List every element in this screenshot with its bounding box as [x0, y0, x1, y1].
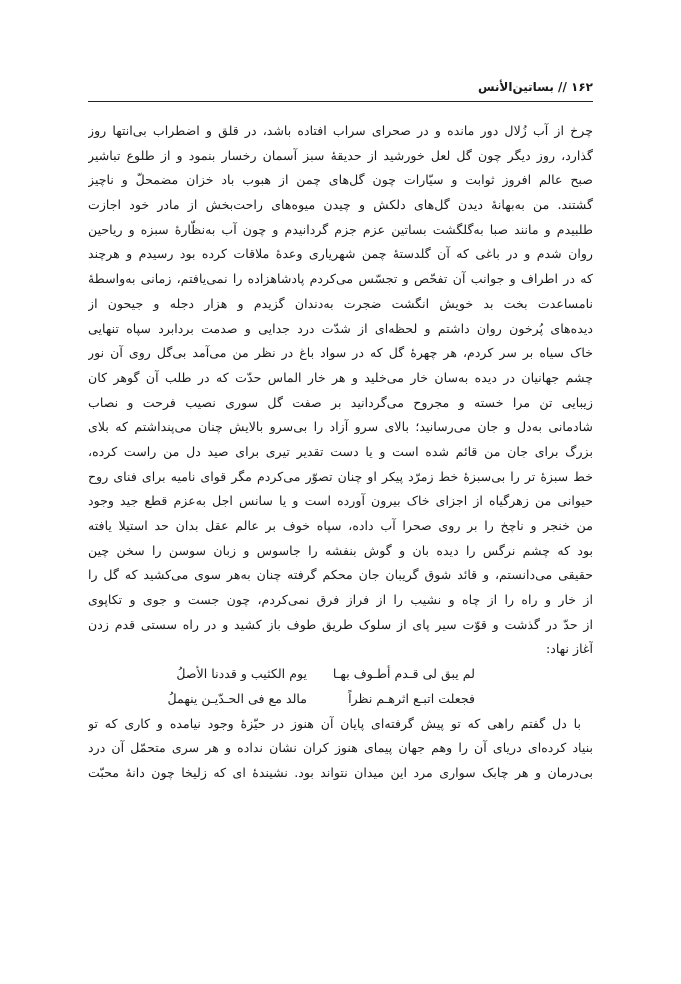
text-line: از حدّ در گذشت و قوّت سیر پای از سلوک طریق طوف باز کشید و در راه سستی قدم زدن — [88, 616, 593, 632]
header-divider — [88, 101, 593, 102]
arabic-verses — [88, 662, 593, 711]
text-line: طلبیدم و مانند صبا به‌گلگشت بساتین عزم جزم گردانیدم و چون آب به‌نظّارهٔ سبزه و ریاحین — [88, 221, 593, 237]
text-line: خط سبزهٔ تر را بی‌سبزهٔ خط زمرّد پیکر او چنان تصوّر می‌کردم مگر قوای نامیه برای فنای روح — [88, 468, 593, 484]
running-header: ١۶٢ // بساتین‌الأنس — [477, 80, 593, 94]
text-line: خاک سیاه بر سر کردم، هر چهرهٔ گل که در سواد باغ در نظر من می‌آمد بی‌گل روی آن نور — [88, 345, 593, 361]
verse-first-hemistich: لم یبق لی قـدم أطـوف بهـا — [332, 666, 475, 682]
text-line: دیده‌های پُرخون روان داشتم و لحظه‌ای از شدّت درد جدایی و صدمت بردابرد سپاه تنهایی — [88, 320, 593, 336]
text-line: چشم جهانیان در دیده به‌سان خار می‌خلید و هر خار الماس حدّت که در طلب آن گوهر کان — [88, 369, 593, 385]
text-line: چرخ از آب زُلال دور مانده و در صحرای سراب افتاده باشد، در قلق و اضطراب بی‌انتها روز — [88, 123, 593, 138]
text-line: شادمانی به‌دل و جان می‌رسانید؛ بالای سرو آزاد را بی‌سرو بالایش چنان می‌پنداشتم که بلای — [88, 419, 593, 435]
text-line: روان شدم و در باغی که آن گلدستهٔ چمن شهریاری وعدهٔ ملاقات کرده بود رسیدم و هرچند — [88, 246, 593, 262]
verse-first-hemistich: فجعلت اتبـع اثرهـم نظراً — [348, 690, 475, 706]
text-line: نامساعدت بخت بد خویش انگشت ضجرت به‌دندان گزیدم و هزار دجله و جیحون از — [88, 295, 593, 311]
text-line: بزرگ برای جان من قائم شده است و یا دست تقدیر تیری برای صید دل من راست کرده، — [88, 443, 593, 459]
verse-line — [88, 662, 475, 687]
text-line: زیبایی تن مرا خسته و مجروح می‌گردانید بر صفت گل سوری نصیب فرحت و نصاب — [88, 394, 593, 410]
page-body — [88, 119, 593, 786]
text-line: که در اطراف و جوانب آن تفحّص و تجسّس می‌کردم پادشاهزاده را نمی‌یافتم، زمانی به‌واسطهٔ — [88, 271, 593, 287]
text-line: بود که چشم نرگس را دیده بان و گوش بنفشه را جاسوس و زبان سوسن را سخن چین — [88, 542, 593, 558]
text-line: بنیاد کرده‌ای دریای آن را وهم جهان پیمای هنوز کران نشان نداده و هر سری متحمّل آن درد — [88, 740, 593, 756]
text-line: گذارد، روز دیگر چون گل لعل خورشید از حدیقهٔ سبز آسمان رخسار بنمود و از طلوع تباشیر — [88, 147, 593, 163]
text-line: حقیقی می‌دانستم، و قائد شوق گریبان جان محکم گرفته چنان به‌هر سوی می‌کشید که گل را — [88, 567, 593, 583]
text-line: صبح عالم افروز ثوابت و سیّارات چون گل‌های چمن از هبوب باد خزان مضمحلّ و ناچیز — [88, 172, 593, 188]
text-line: بی‌درمان و هر چابک سواری مرد این میدان نتواند بود. نشیندهٔ ای که زلیخا چون دانهٔ محبّت — [88, 764, 593, 780]
verse-second-hemistich: مالد مع فی الحـدّیـن ینهملُ — [167, 690, 307, 706]
verse-line — [88, 687, 475, 712]
text-line: آغاز نهاد: — [545, 641, 593, 657]
text-line: گشتند. من به‌بهانهٔ دیدن گل‌های دلکش و چیدن میوه‌های راحت‌بخش از مادر خود اجازت — [88, 197, 593, 213]
text-line: حیوانی من زهرگیاه از اجزای خاک بیرون آورده است و یا سانس اجل به‌عزم قطع جید وجود — [88, 493, 593, 509]
verse-second-hemistich: یوم الکثیب و قددنا الأصلُ — [176, 666, 307, 682]
text-line: با دل گفتم راهی که تو پیش گرفته‌ای پایان آن هنوز در حیّزهٔ وجود نیامده و کاری که تو — [88, 715, 581, 731]
text-line: از خار و راه را از چاه و نشیب را از فراز فرق نمی‌کردم، چون جست و جوی و تکاپوی — [88, 592, 593, 608]
text-line: من خنجر و ناچخ را بر روی صحرا آب داده، سپاه خوف بر عالم عقل بدان حد استیلا یافته — [88, 518, 593, 533]
